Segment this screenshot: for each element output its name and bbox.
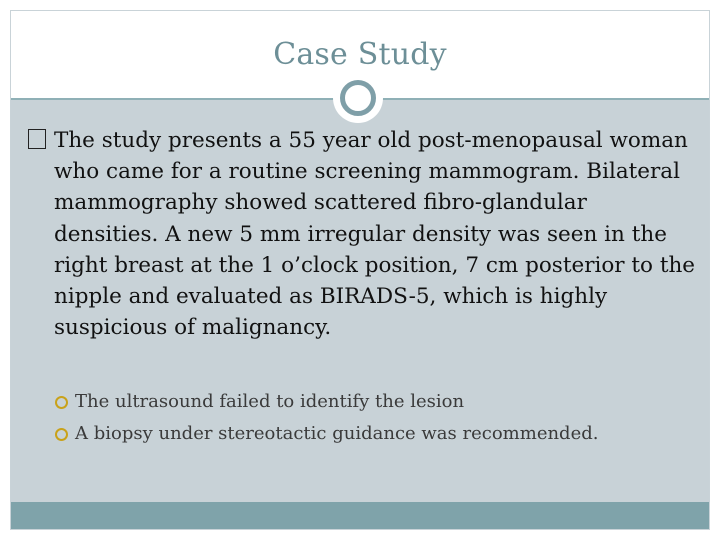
slide-title: Case Study — [273, 37, 447, 72]
main-bullet — [28, 125, 698, 343]
square-bullet-icon — [28, 129, 46, 149]
ring-bullet-icon — [55, 428, 68, 441]
sub-bullet-text: A biopsy under stereotactic guidance was recommended. — [75, 423, 599, 444]
ring-bullet-icon — [55, 396, 68, 409]
sub-bullet-item — [55, 422, 695, 454]
main-bullet-text: The study presents a 55 year old post-menopausal woman who came for a routine screening mammogram. Bilateral mammography showed scattered fibro-glandular densities. A new 5 mm irregular density was seen in the right breast at the 1 o’clock position, 7 cm posterior to the nipple and evaluated as BIRADS-5, which is highly suspicious of malignancy. — [54, 128, 696, 341]
sub-bullet-text: The ultrasound failed to identify the lesion — [75, 391, 465, 412]
sub-bullet-list — [55, 390, 695, 454]
sub-bullet-item — [55, 390, 695, 422]
